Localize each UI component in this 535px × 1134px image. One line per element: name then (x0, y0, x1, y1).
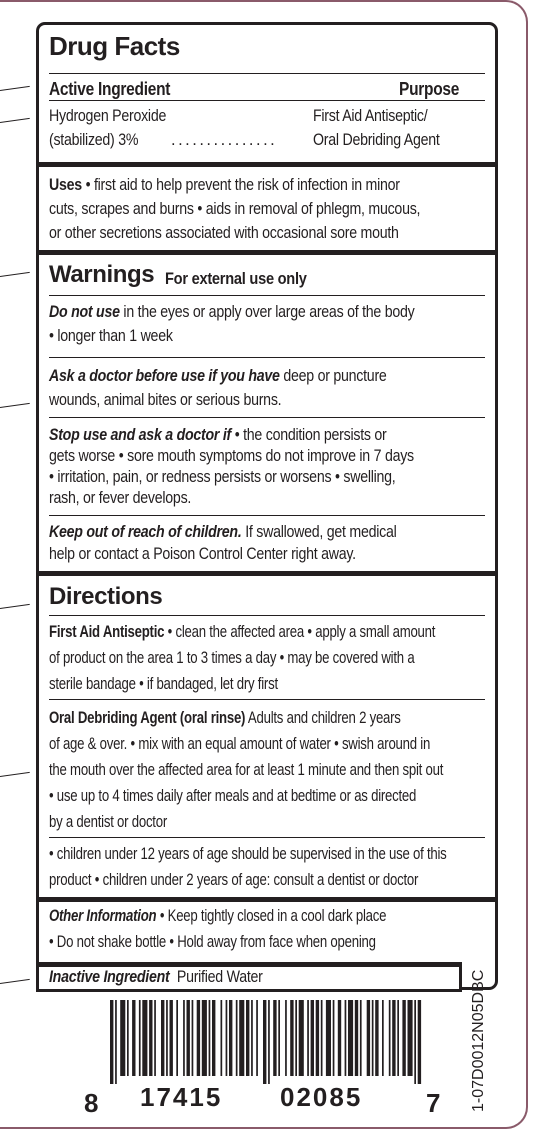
divider (49, 295, 485, 296)
barcode-bar (120, 1000, 125, 1076)
barcode-bar (176, 1000, 178, 1076)
barcode-bar (414, 1000, 416, 1084)
oral-rinse-text-5: by a dentist or doctor (49, 813, 167, 831)
barcode-bar (402, 1000, 405, 1076)
barcode-bar (209, 1000, 211, 1076)
barcode-bar (333, 1000, 335, 1076)
do-not-use-text-2: • longer than 1 week (49, 327, 173, 345)
barcode-bar (408, 1000, 413, 1076)
section-divider (39, 897, 495, 902)
divider (49, 515, 485, 516)
children-text-1: • children under 12 years of age should be supervised in the use of this (49, 845, 447, 863)
barcode-bar (149, 1000, 152, 1076)
barcode-bar (355, 1000, 358, 1076)
purpose-header: Purpose (399, 79, 460, 99)
barcode-bar (212, 1000, 215, 1076)
barcode-bar (170, 1000, 173, 1076)
other-info-text-1: Other Information • Keep tightly closed in a cool dark place (49, 907, 387, 925)
first-aid-text-1: First Aid Antiseptic • clean the affected area • apply a small amount (49, 623, 436, 641)
barcode-bar (239, 1000, 244, 1076)
barcode-bar (311, 1000, 314, 1076)
inactive-ingredient-text: Inactive Ingredient Purified Water (49, 968, 263, 986)
drug-facts-title: Drug Facts (49, 31, 180, 61)
barcode-bar (321, 1000, 323, 1076)
section-divider (39, 250, 495, 255)
barcode-bar (348, 1000, 353, 1076)
barcode-bar (132, 1000, 135, 1076)
barcode-bar (154, 1000, 156, 1076)
divider (49, 615, 485, 616)
barcode-group-2: 02085 (280, 1082, 363, 1112)
barcode-bar (161, 1000, 164, 1076)
uses-text-3: or other secretions associated with occasional sore mouth (49, 224, 399, 242)
first-aid-text-3: sterile bandage • if bandaged, let dry first (49, 675, 278, 693)
barcode-digit-right: 7 (426, 1088, 443, 1118)
oral-rinse-text-2: of age & over. • mix with an equal amount of water • swish around in (49, 735, 431, 753)
active-ingredient-header: Active Ingredient (49, 79, 171, 99)
barcode-bar (389, 1000, 391, 1076)
barcode-bar (256, 1000, 258, 1076)
purpose-line-1: First Aid Antiseptic/ (313, 107, 428, 125)
barcode-bar (197, 1000, 200, 1076)
warnings-heading: Warnings (49, 261, 155, 288)
leader-dots: ............... (171, 131, 278, 149)
purpose-line-2: Oral Debriding Agent (313, 131, 440, 149)
barcode-bar (307, 1000, 309, 1076)
barcode-bar (142, 1000, 147, 1076)
stop-use-text-4: rash, or fever develops. (49, 489, 192, 507)
children-text-2: product • children under 2 years of age: consult a dentist or doctor (49, 871, 419, 889)
warnings-subheading: For external use only (165, 269, 307, 288)
barcode-bar (397, 1000, 399, 1076)
oral-rinse-text-1: Oral Debriding Agent (oral rinse) Adults and children 2 years (49, 709, 401, 727)
barcode-bar (326, 1000, 331, 1076)
barcode-bar (367, 1000, 370, 1076)
barcode-bar (226, 1000, 228, 1076)
uses-text-1: Uses • first aid to help prevent the risk of infection in minor (49, 176, 400, 194)
barcode-group-1: 17415 (140, 1082, 223, 1112)
do-not-use-text-1: Do not use in the eyes or apply over large areas of the body (49, 303, 415, 321)
keep-out-text-1: Keep out of reach of children. If swallowed, get medical (49, 523, 397, 541)
barcode-bar (192, 1000, 194, 1076)
side-code: 1-07D0012N05DBC (470, 969, 487, 1112)
barcode-bar (299, 1000, 304, 1076)
barcode-bar (392, 1000, 395, 1076)
barcode-bar (202, 1000, 207, 1076)
ask-doctor-text-2: wounds, animal bites or serious burns. (49, 391, 282, 409)
barcode-bar (278, 1000, 280, 1076)
barcode-bar (338, 1000, 341, 1076)
first-aid-text-2: of product on the area 1 to 3 times a day • may be covered with a (49, 649, 415, 667)
stop-use-text-1: Stop use and ask a doctor if • the condition persists or (49, 426, 387, 444)
barcode-bar (246, 1000, 249, 1076)
barcode-bar (268, 1000, 270, 1084)
barcode-bar (290, 1000, 293, 1076)
stop-use-text-3: • irritation, pain, or redness persists or worsens • swelling, (49, 468, 396, 486)
active-ingredient-name: Hydrogen Peroxide (49, 107, 167, 125)
inactive-ingredient-box (36, 962, 462, 992)
barcode-bar (187, 1000, 190, 1076)
barcode-digit-left: 8 (84, 1088, 101, 1118)
barcode-bar (295, 1000, 297, 1076)
ask-doctor-text-1: Ask a doctor before use if you have deep or puncture (49, 367, 387, 385)
divider (49, 837, 485, 838)
barcode-bar (110, 1000, 113, 1084)
barcode-bar (229, 1000, 232, 1076)
barcode-bar (375, 1000, 378, 1076)
divider (49, 73, 485, 74)
barcode-bar (360, 1000, 362, 1076)
barcode-bar (166, 1000, 168, 1076)
stop-use-text-2: gets worse • sore mouth symptoms do not improve in 7 days (49, 447, 414, 465)
barcode-bar (273, 1000, 276, 1076)
section-divider (39, 571, 495, 576)
oral-rinse-text-4: • use up to 4 times daily after meals and at bedtime or as directed (49, 787, 417, 805)
barcode-bar (382, 1000, 384, 1076)
keep-out-text-2: help or contact a Poison Control Center right away. (49, 545, 356, 563)
barcode-bar (372, 1000, 374, 1076)
divider (49, 699, 485, 700)
barcode-bar (251, 1000, 253, 1076)
drug-facts-panel (36, 22, 498, 990)
barcode-bar (236, 1000, 238, 1076)
barcode-bar (263, 1000, 266, 1084)
barcode-bar (345, 1000, 347, 1076)
uses-text-2: cuts, scrapes and burns • aids in removal of phlegm, mucous, (49, 200, 421, 218)
barcode-bar (115, 1000, 117, 1084)
divider (49, 357, 485, 358)
directions-heading: Directions (49, 583, 163, 610)
barcode-bar (183, 1000, 185, 1076)
other-info-text-2: • Do not shake bottle • Hold away from face when opening (49, 933, 376, 951)
oral-rinse-text-3: the mouth over the affected area for at least 1 minute and then spit out (49, 761, 444, 779)
barcode-bar (139, 1000, 141, 1076)
barcode (108, 1000, 424, 1084)
barcode-bar (285, 1000, 287, 1076)
barcode-bar (418, 1000, 421, 1084)
divider (49, 100, 485, 101)
barcode-bar (221, 1000, 223, 1076)
active-ingredient-strength: (stabilized) 3% (49, 131, 139, 149)
section-divider (39, 162, 495, 167)
divider (49, 417, 485, 418)
barcode-bar (127, 1000, 129, 1076)
barcode-bar (316, 1000, 319, 1076)
